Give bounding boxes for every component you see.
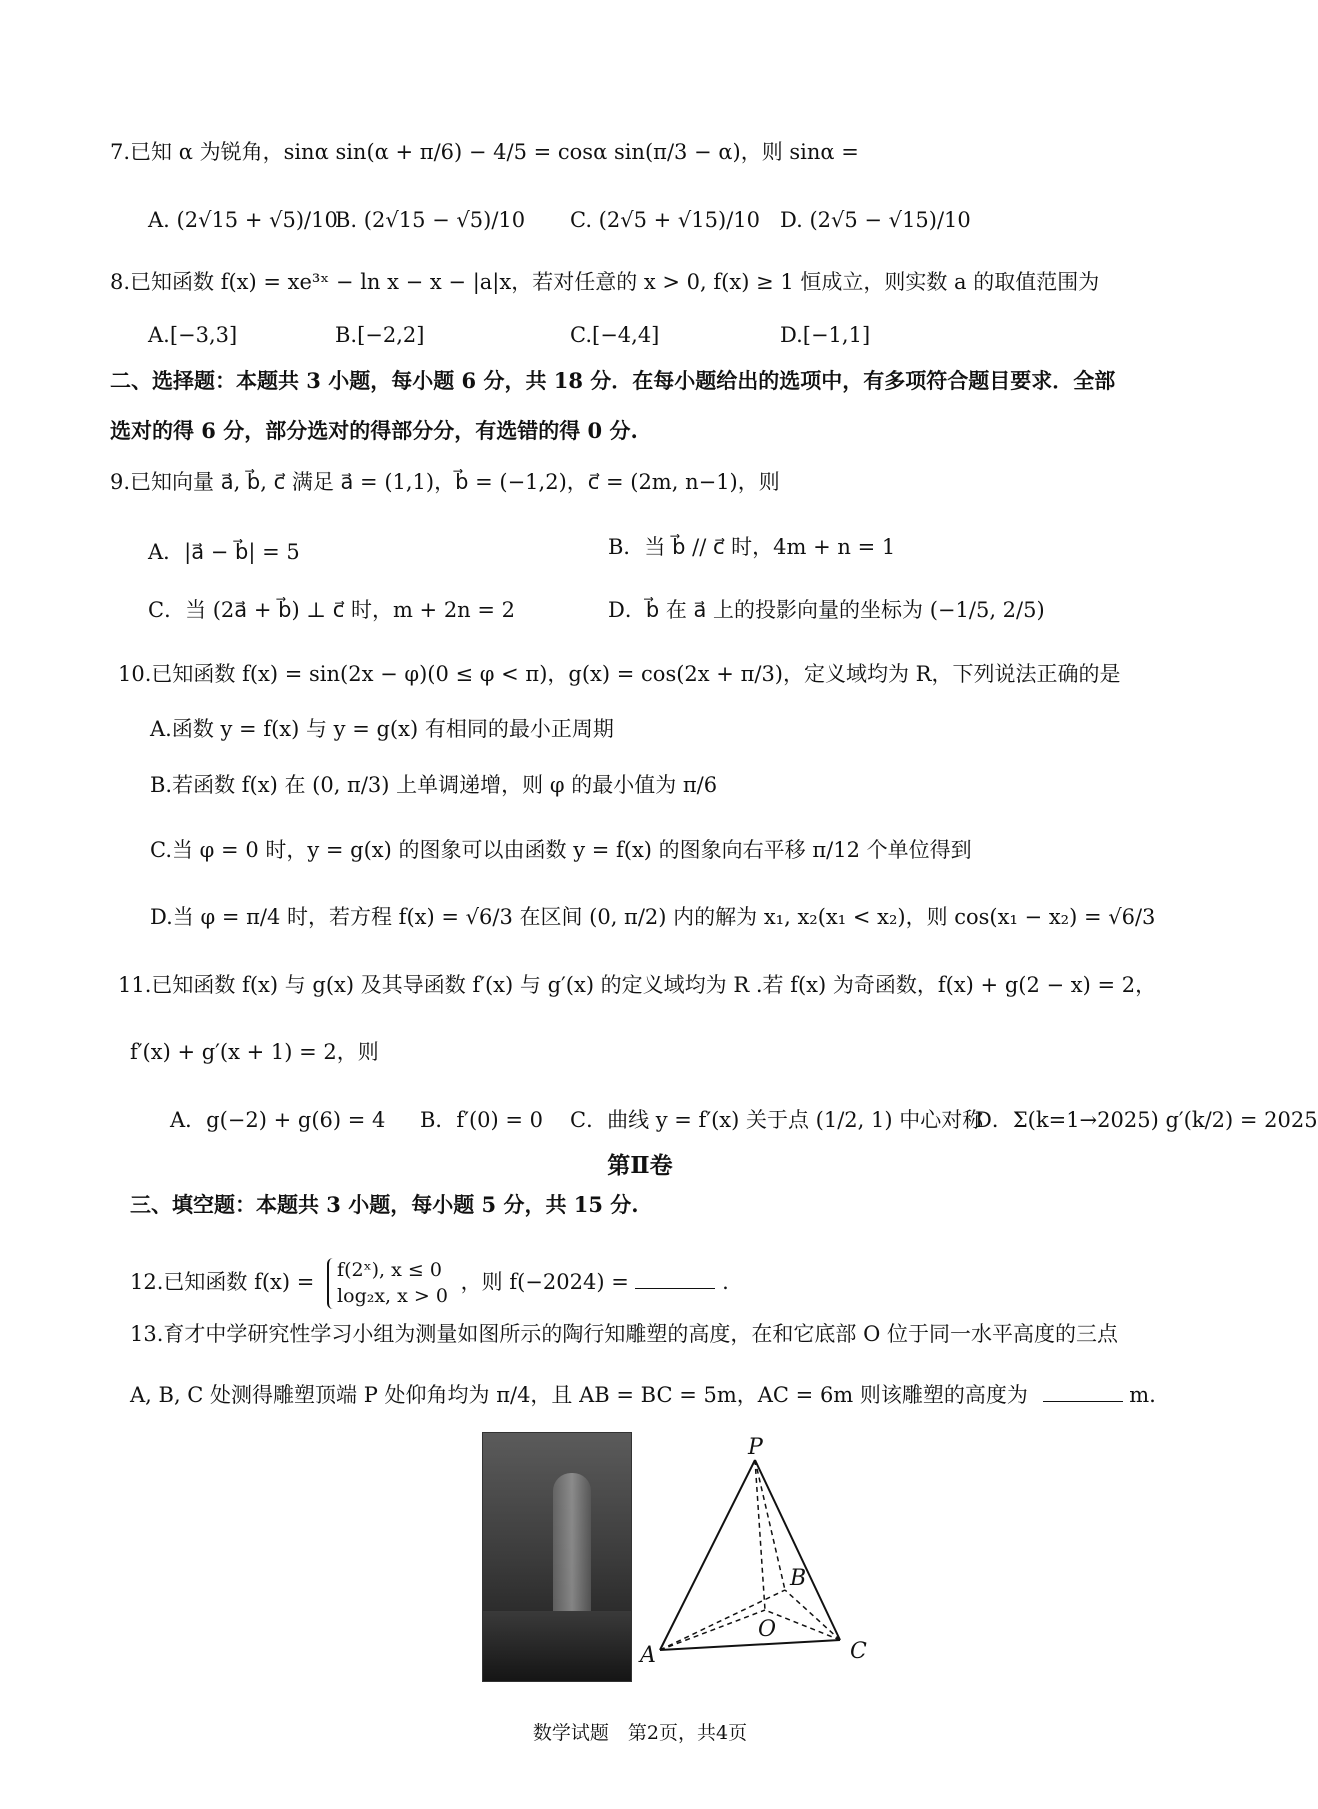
q11-stem-line1: 11.已知函数 f(x) 与 g(x) 及其导函数 f′(x) 与 g′(x) 的定义域均为 R .若 f(x) 为奇函数，f(x) + g(2 − x) = 2， (118, 973, 1157, 997)
pyramid-diagram (640, 1435, 900, 1700)
edge-bc (785, 1590, 840, 1640)
q10-option-b: B.若函数 f(x) 在 (0, π/3) 上单调递增，则 φ 的最小值为 π/6 (150, 773, 718, 797)
q10-option-d: D.当 φ = π/4 时，若方程 f(x) = √6/3 在区间 (0, π/2) 内的解为 x₁, x₂(x₁ < x₂)，则 cos(x₁ − x₂) = √6/3 (150, 905, 1156, 929)
q10-option-a: A.函数 y = f(x) 与 y = g(x) 有相同的最小正周期 (150, 717, 614, 741)
q13-answer-blank[interactable] (1043, 1383, 1123, 1402)
sculpture-photo (482, 1432, 632, 1682)
q8-option-b: B.[−2,2] (335, 323, 425, 347)
q11-option-d: D．Σ(k=1→2025) g′(k/2) = 2025 (975, 1108, 1318, 1132)
altitude-po (755, 1460, 765, 1610)
q9-option-d: D．b⃗ 在 a⃗ 上的投影向量的坐标为 (−1/5, 2/5) (608, 598, 1045, 622)
q9-option-c: C．当 (2a⃗ + b⃗) ⊥ c⃗ 时，m + 2n = 2 (148, 598, 516, 622)
q8-option-a: A.[−3,3] (148, 323, 238, 347)
label-b: B (790, 1566, 807, 1591)
q10-stem: 10.已知函数 f(x) = sin(2x − φ)(0 ≤ φ < π)，g(x) = cos(2x + π/3)，定义域均为 R，下列说法正确的是 (118, 662, 1121, 686)
label-a: A (640, 1643, 656, 1668)
q12-case2: log₂x, x > 0 (337, 1284, 448, 1307)
section2-heading-line1: 二、选择题：本题共 3 小题，每小题 6 分，共 18 分．在每小题给出的选项中，有多项符合题目要求．全部 (110, 368, 1116, 393)
q12-answer-blank[interactable] (635, 1270, 715, 1289)
section3-heading: 三、填空题：本题共 3 小题，每小题 5 分，共 15 分. (130, 1192, 639, 1217)
q13-line2-wrap (130, 1383, 1170, 1408)
q9-option-b: B．当 b⃗ // c⃗ 时，4m + n = 1 (608, 535, 896, 559)
label-o: O (758, 1617, 777, 1642)
q12-end: . (722, 1270, 729, 1295)
q11-option-a: A．g(−2) + g(6) = 4 (170, 1108, 386, 1132)
q12-suffix: ，则 f(−2024) = (460, 1270, 629, 1295)
q12-piecewise (327, 1258, 448, 1309)
q11-stem-line2: f′(x) + g′(x + 1) = 2，则 (130, 1040, 379, 1064)
q11-option-c: C．曲线 y = f′(x) 关于点 (1/2, 1) 中心对称 (570, 1108, 984, 1132)
q13-line1: 13.育才中学研究性学习小组为测量如图所示的陶行知雕塑的高度，在和它底部 O 位于同一水平高度的三点 (130, 1322, 1118, 1346)
ground-shadow (483, 1611, 631, 1681)
q13-unit: m． (1129, 1383, 1171, 1407)
q12-question (130, 1258, 729, 1309)
q9-stem: 9.已知向量 a⃗, b⃗, c⃗ 满足 a⃗ = (1,1)，b⃗ = (−1,2)，c⃗ = (2m, n−1)，则 (110, 470, 780, 494)
q8-option-d: D.[−1,1] (780, 323, 871, 347)
page-footer: 数学试题 第2页，共4页 (532, 1722, 748, 1744)
label-p: P (748, 1435, 763, 1460)
segment-ao (660, 1610, 765, 1650)
q7-option-c: C. (2√5 + √15)/10 (570, 208, 761, 232)
edge-pc (755, 1460, 840, 1640)
edge-ac (660, 1640, 840, 1650)
q10-option-c: C.当 φ = 0 时，y = g(x) 的图象可以由函数 y = f(x) 的图象向右平移 π/12 个单位得到 (150, 838, 972, 862)
q7-option-a: A. (2√15 + √5)/10 (148, 208, 338, 232)
label-c: C (850, 1639, 867, 1664)
q12-prefix: 12.已知函数 f(x) = (130, 1270, 315, 1295)
q7-option-d: D. (2√5 − √15)/10 (780, 208, 971, 232)
q12-case1: f(2ˣ), x ≤ 0 (337, 1259, 442, 1281)
edge-pa (660, 1460, 755, 1650)
q9-option-a: A．|a⃗ − b⃗| = 5 (148, 540, 300, 564)
q13-line2: A, B, C 处测得雕塑顶端 P 处仰角均为 π/4，且 AB = BC = 5m，AC = 6m 则该雕塑的高度为 (130, 1383, 1028, 1407)
part2-title: 第Ⅱ卷 (607, 1152, 673, 1179)
q7-option-b: B. (2√15 − √5)/10 (335, 208, 526, 232)
section2-heading-line2: 选对的得 6 分，部分选对的得部分分，有选错的得 0 分. (110, 418, 638, 443)
q11-option-b: B．f′(0) = 0 (420, 1108, 544, 1132)
q8-stem: 8.已知函数 f(x) = xe³ˣ − ln x − x − |a|x，若对任意的 x > 0, f(x) ≥ 1 恒成立，则实数 a 的取值范围为 (110, 270, 1100, 294)
q8-option-c: C.[−4,4] (570, 323, 660, 347)
q7-stem: 7.已知 α 为锐角，sinα sin(α + π/6) − 4/5 = cosα sin(π/3 − α)，则 sinα = (110, 140, 859, 164)
